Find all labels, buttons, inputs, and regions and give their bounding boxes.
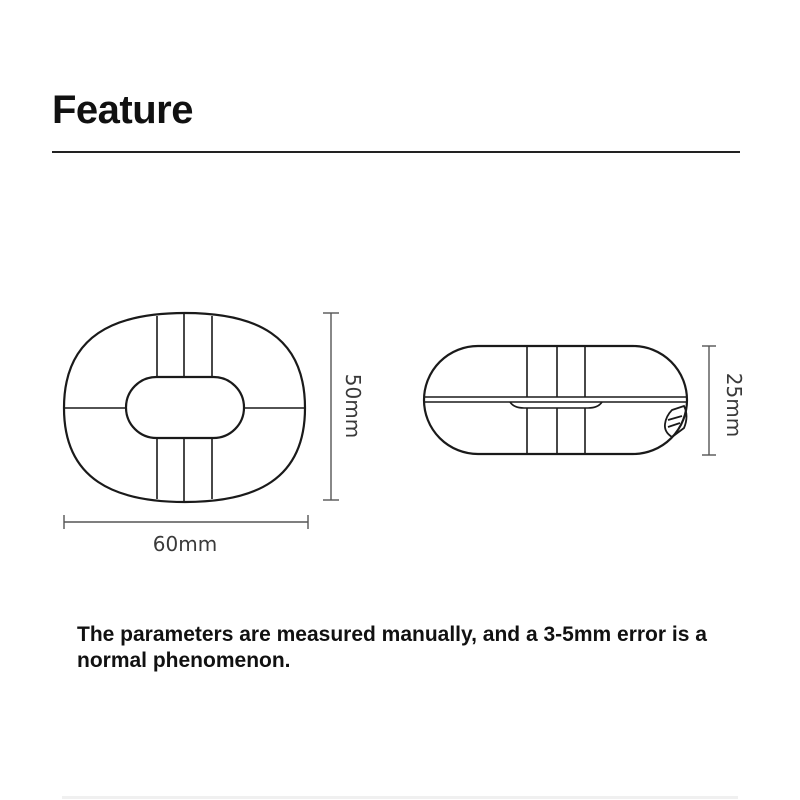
side-strap-lines xyxy=(527,346,585,454)
front-center-slot xyxy=(126,377,244,438)
front-width-label: 60mm xyxy=(152,532,218,556)
front-height-label: 50mm xyxy=(341,373,365,439)
front-width-dimension xyxy=(64,515,308,529)
side-seam-lines xyxy=(425,397,686,408)
measurement-note: The parameters are measured manually, and a 3-5mm error is a normal phenomenon. xyxy=(77,623,707,672)
side-view-drawing xyxy=(424,346,687,454)
front-height-dimension xyxy=(323,313,339,500)
side-outer-outline xyxy=(424,346,687,454)
side-height-label: 25mm xyxy=(722,372,746,438)
side-height-dimension xyxy=(702,346,716,455)
page-title: Feature xyxy=(52,88,193,132)
footer-divider xyxy=(62,796,738,799)
front-strap-lines xyxy=(64,313,305,502)
front-view-drawing xyxy=(64,313,305,502)
